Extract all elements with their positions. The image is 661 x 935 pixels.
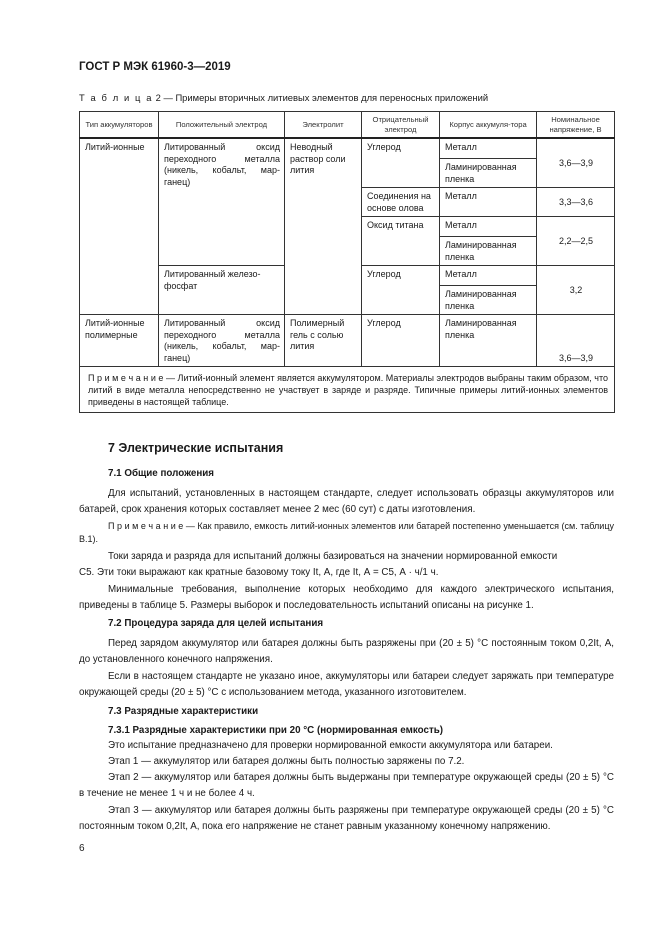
section-title: 7 Электрические испытания xyxy=(108,441,284,455)
note-paragraph: П р и м е ч а н и е — Как правило, емкость литий-ионных элементов или батарей постепенно уменьшается (см. таблицу В.1). xyxy=(79,521,614,544)
cell-negative: Углерод xyxy=(362,266,440,315)
header-case: Корпус аккумуля-тора xyxy=(440,112,537,139)
header-negative: Отрицательный электрод xyxy=(362,112,440,139)
table-note: П р и м е ч а н и е — Литий-ионный элемент является аккумулятором. Материалы электродов выбраны таким образом, что литий в виде металла непосредственно не участвует в заряде и разряде. Типичные примеры литий-ионных элементов приведены в настоящей таблице. xyxy=(80,367,615,413)
cell-negative: Соединения на основе олова xyxy=(362,188,440,217)
subsection-title: 7.3 Разрядные характеристики xyxy=(108,706,259,717)
paragraph: Токи заряда и разряда для испытаний должны базироваться на значении нормированной емкости C5. Эти токи выражают как кратные базовому току It, А, где It, А = C5, А · ч/1 ч. xyxy=(79,551,558,578)
table-caption-prefix: Т а б л и ц а xyxy=(79,92,154,103)
cell-case: Металл xyxy=(440,266,537,286)
paragraph: Для испытаний, установленных в настоящем стандарте, следует использовать образцы аккумуляторов или батарей, срок хранения которых составляет менее 2 мес (60 сут) с даты изготовления. xyxy=(79,488,614,515)
table-row xyxy=(80,315,615,367)
cell-voltage: 2,2—2,5 xyxy=(537,217,615,266)
page-number: 6 xyxy=(79,843,85,854)
header-type: Тип аккумуляторов xyxy=(80,112,159,139)
header-voltage: Номинальное напряжение, В xyxy=(537,112,615,139)
cell-case: Металл xyxy=(440,138,537,159)
cell-voltage: 3,3—3,6 xyxy=(537,188,615,217)
header-positive: Положительный электрод xyxy=(159,112,285,139)
table-row xyxy=(80,138,615,159)
header-electrolyte: Электролит xyxy=(285,112,362,139)
cell-type: Литий-ионные xyxy=(80,138,159,315)
cell-negative: Оксид титана xyxy=(362,217,440,266)
cell-case: Ламинированная пленка xyxy=(440,315,537,367)
subsection-title: 7.3.1 Разрядные характеристики при 20 °С (нормированная емкость) xyxy=(108,725,444,736)
paragraph: Этап 1 — аккумулятор или батарея должны быть полностью заряжены по 7.2. xyxy=(108,756,465,767)
cell-electrolyte: Неводный раствор соли лития xyxy=(285,138,362,315)
cell-positive: Литированный оксид переходного металла (никель, кобальт, мар-ганец) xyxy=(159,315,285,367)
table-note-row xyxy=(80,367,615,413)
cell-case: Металл xyxy=(440,188,537,217)
paragraph: Этап 2 — аккумулятор или батарея должны быть выдержаны при температуре окружающей среды (20 ± 5) °С в течение не менее 1 ч и не более 4 ч. xyxy=(79,772,614,799)
paragraph: Это испытание предназначено для проверки нормированной емкости аккумулятора или батареи. xyxy=(108,740,553,751)
table-caption xyxy=(79,92,488,103)
cell-voltage: 3,2 xyxy=(537,266,615,315)
table-header-row xyxy=(80,112,615,139)
cell-case: Ламинированная пленка xyxy=(440,159,537,188)
document-header: ГОСТ Р МЭК 61960-3—2019 xyxy=(79,61,231,73)
table-caption-text: 2 — Примеры вторичных литиевых элементов для переносных приложений xyxy=(155,92,489,103)
cell-voltage: 3,6—3,9 xyxy=(537,138,615,188)
cell-type: Литий-ионные полимерные xyxy=(80,315,159,367)
cell-positive: Литированный оксид переходного металла (никель, кобальт, мар-ганец) xyxy=(159,138,285,266)
cell-voltage: 3,6—3,9 xyxy=(537,315,615,367)
paragraph: Если в настоящем стандарте не указано иное, аккумуляторы или батареи следует заряжать при температуре окружающей среды (20 ± 5) °С с использованием метода, указанного изготовителем. xyxy=(79,671,614,698)
cell-case: Ламинированная пленка xyxy=(440,286,537,315)
subsection-title: 7.1 Общие положения xyxy=(108,468,215,479)
paragraph: Этап 3 — аккумулятор или батарея должны быть разряжены при температуре окружающей среды (20 ± 5) °С постоянным током 0,2It, A, пока его напряжение не станет равным указанному конечному напряжению. xyxy=(79,805,614,832)
subsection-title: 7.2 Процедура заряда для целей испытания xyxy=(108,618,324,629)
battery-table xyxy=(79,111,615,413)
cell-case: Ламинированная пленка xyxy=(440,237,537,266)
paragraph: Минимальные требования, выполнение которых необходимо для каждого электрического испытания, приведены в таблице 5. Размеры выборок и последовательность испытаний описаны на рисунке 1. xyxy=(79,584,614,611)
paragraph: Перед зарядом аккумулятор или батарея должны быть разряжены при (20 ± 5) °С постоянным током 0,2It, А, до установленного конечного напряжения. xyxy=(79,638,614,665)
cell-negative: Углерод xyxy=(362,138,440,188)
cell-electrolyte: Полимерный гель с солью лития xyxy=(285,315,362,367)
cell-case: Металл xyxy=(440,217,537,237)
cell-negative: Углерод xyxy=(362,315,440,367)
cell-positive: Литированный железо-фосфат xyxy=(159,266,285,315)
